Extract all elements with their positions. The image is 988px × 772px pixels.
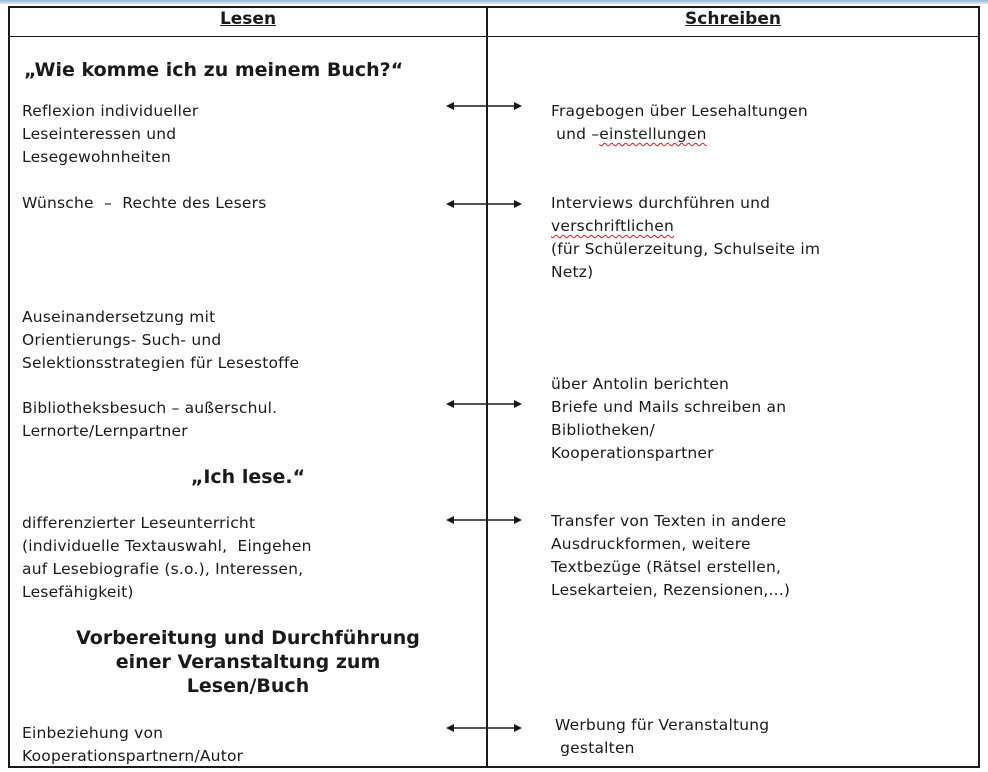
schreiben-text-fragebogen: Fragebogen über Lesehaltungen und –einstellungen — [551, 102, 808, 143]
column-header-schreiben: Schreiben — [685, 9, 781, 29]
lesen-text-bibliotheksbesuch: Bibliotheksbesuch – außerschul. Lernorte/Lernpartner — [22, 399, 278, 440]
column-header-lesen: Lesen — [219, 9, 277, 29]
lesen-text-reflexion: Reflexion individueller Leseinteressen und Lesegewohnheiten — [22, 102, 199, 166]
lesen-text-auseinandersetzung: Auseinandersetzung mit Orientierungs- Such- und Selektionsstrategien für Lesestoffe — [22, 308, 300, 372]
section-title-veranstaltung: Vorbereitung und Durchführung einer Veranstaltung zum Lesen/Buch — [76, 627, 420, 697]
lesen-text-wuensche: Wünsche – Rechte des Lesers — [22, 194, 267, 212]
schreiben-text-interviews: Interviews durchführen und verschriftlichen (für Schülerzeitung, Schulseite im Netz) — [551, 194, 821, 281]
lesen-text-einbeziehung: Einbeziehung von Kooperationspartnern/Autor — [22, 724, 244, 765]
schreiben-text-werbung: Werbung für Veranstaltung gestalten — [555, 716, 770, 757]
lesen-text-leseunterricht: differenzierter Leseunterricht (individuelle Textauswahl, Eingehen auf Lesebiografie (s.o.), Interessen, Lesefähigkeit) — [22, 514, 312, 601]
double-arrow-icon — [446, 722, 522, 734]
header-rule — [10, 36, 978, 37]
schreiben-text-antolin: über Antolin berichten Briefe und Mails schreiben an Bibliotheken/ Kooperationspartner — [551, 375, 787, 462]
column-divider — [486, 6, 488, 768]
section-title-ich-lese: „Ich lese.“ — [190, 466, 306, 488]
double-arrow-icon — [446, 100, 522, 112]
double-arrow-icon — [446, 398, 522, 410]
double-arrow-icon — [446, 514, 522, 526]
schreiben-text-transfer: Transfer von Texten in andere Ausdruckformen, weitere Textbezüge (Rätsel erstellen, Lesekarteien, Rezensionen,...) — [551, 512, 791, 599]
double-arrow-icon — [446, 198, 522, 210]
section-title-buch: „Wie komme ich zu meinem Buch?“ — [24, 59, 404, 81]
window-top-strip — [0, 0, 988, 4]
